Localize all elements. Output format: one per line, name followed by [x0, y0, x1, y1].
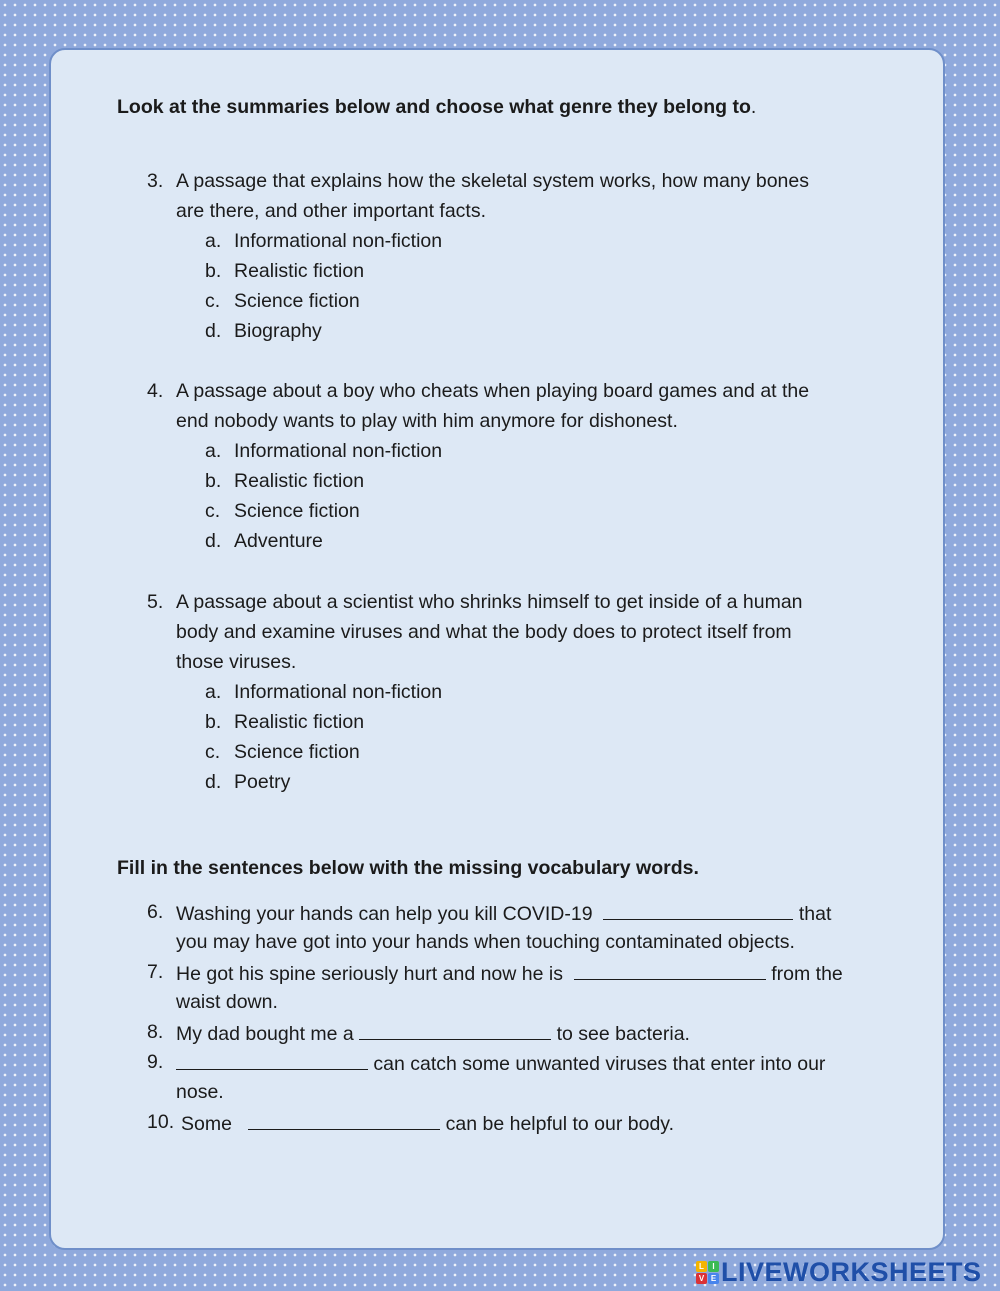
q3-option-letter: b. — [205, 260, 222, 282]
question-6-text-cont: you may have got into your hands when touching contaminated objects. — [176, 931, 795, 953]
q3-option-d[interactable]: Biography — [234, 320, 322, 342]
question-4-number: 4. — [147, 380, 164, 402]
question-7-text-cont: waist down. — [176, 991, 278, 1013]
question-3-number: 3. — [147, 170, 164, 192]
q3-option-letter: d. — [205, 320, 222, 342]
question-7-text: He got his spine seriously hurt and now he is from the — [176, 963, 843, 985]
q5-option-letter: c. — [205, 741, 221, 763]
q3-option-a[interactable]: Informational non-fiction — [234, 230, 443, 252]
q4-option-letter: b. — [205, 470, 222, 492]
question-3-text-cont: are there, and other important facts. — [176, 200, 487, 222]
instruction-genre: Look at the summaries below and choose what genre they belong to. — [117, 96, 757, 118]
question-8-text: My dad bought me a to see bacteria. — [176, 1023, 690, 1045]
q5-option-letter: b. — [205, 711, 222, 733]
q8-answer-blank[interactable] — [359, 1021, 551, 1040]
q5-option-c[interactable]: Science fiction — [234, 741, 360, 763]
q10-answer-blank[interactable] — [248, 1111, 440, 1130]
question-3-text: A passage that explains how the skeletal system works, how many bones — [176, 170, 809, 192]
q5-option-letter: d. — [205, 771, 222, 793]
liveworksheets-logo-icon: L I V E — [696, 1261, 719, 1284]
question-9-number: 9. — [147, 1051, 164, 1073]
q3-option-letter: c. — [205, 290, 221, 312]
liveworksheets-logo — [696, 1258, 982, 1286]
question-10-text: Some can be helpful to our body. — [181, 1113, 675, 1135]
question-5-text: A passage about a scientist who shrinks himself to get inside of a human — [176, 591, 803, 613]
q3-option-letter: a. — [205, 230, 222, 252]
question-8-number: 8. — [147, 1021, 164, 1043]
q5-option-b[interactable]: Realistic fiction — [234, 711, 365, 733]
q4-option-a[interactable]: Informational non-fiction — [234, 440, 443, 462]
question-5-text-cont: body and examine viruses and what the body does to protect itself from — [176, 621, 792, 643]
q3-option-c[interactable]: Science fiction — [234, 290, 360, 312]
q9-answer-blank[interactable] — [176, 1051, 368, 1070]
question-4-text: A passage about a boy who cheats when playing board games and at the — [176, 380, 810, 402]
question-7-number: 7. — [147, 961, 164, 983]
question-6-text: Washing your hands can help you kill COVID-19 that — [176, 903, 832, 925]
question-5-text-cont: those viruses. — [176, 651, 297, 673]
q4-option-letter: a. — [205, 440, 222, 462]
q4-option-c[interactable]: Science fiction — [234, 500, 360, 522]
question-4-text-cont: end nobody wants to play with him anymore for dishonest. — [176, 410, 678, 432]
q7-answer-blank[interactable] — [574, 961, 766, 980]
q6-answer-blank[interactable] — [603, 901, 793, 920]
question-9-text: can catch some unwanted viruses that enter into our — [176, 1051, 825, 1076]
q5-option-d[interactable]: Poetry — [234, 771, 291, 793]
q4-option-letter: d. — [205, 530, 222, 552]
liveworksheets-logo-text: LIVEWORKSHEETS — [721, 1256, 982, 1287]
question-9-text-cont: nose. — [176, 1081, 224, 1103]
instruction-vocabulary: Fill in the sentences below with the missing vocabulary words. — [117, 857, 699, 879]
q4-option-b[interactable]: Realistic fiction — [234, 470, 365, 492]
q3-option-b[interactable]: Realistic fiction — [234, 260, 365, 282]
q4-option-d[interactable]: Adventure — [234, 530, 323, 552]
question-5-number: 5. — [147, 591, 164, 613]
q4-option-letter: c. — [205, 500, 221, 522]
q5-option-letter: a. — [205, 681, 222, 703]
question-6-number: 6. — [147, 901, 164, 923]
q5-option-a[interactable]: Informational non-fiction — [234, 681, 443, 703]
question-10-number: 10. — [147, 1111, 175, 1133]
